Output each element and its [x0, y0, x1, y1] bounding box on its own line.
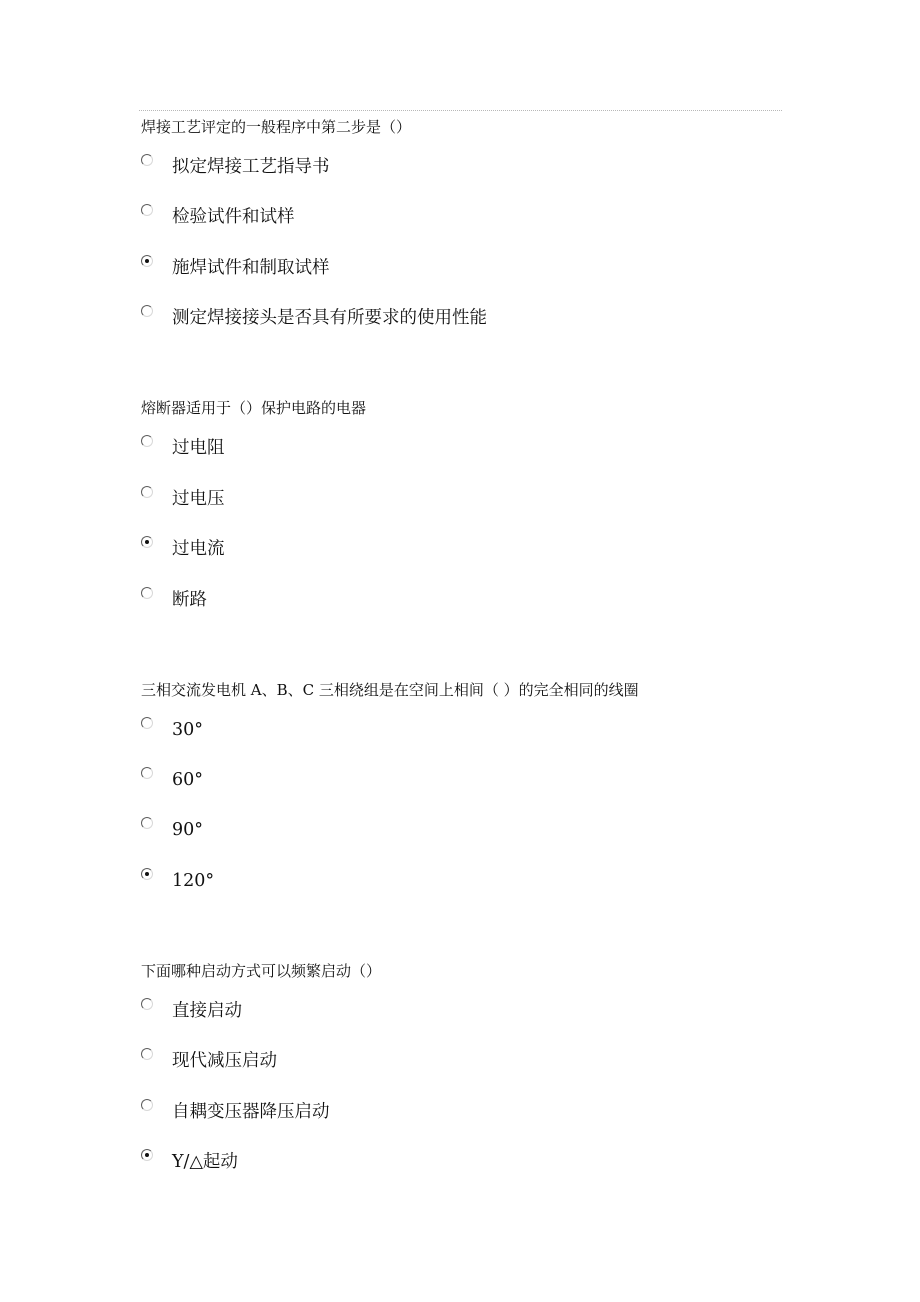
option-label: 120° [172, 871, 215, 891]
radio-button[interactable] [141, 435, 153, 447]
option-label: 施焊试件和制取试样 [172, 258, 330, 278]
option-item[interactable] [0, 1048, 700, 1078]
radio-button[interactable] [141, 1099, 153, 1111]
option-item[interactable] [0, 255, 700, 285]
radio-button[interactable] [141, 154, 153, 166]
radio-button[interactable] [141, 767, 153, 779]
option-label: 过电阻 [172, 438, 225, 458]
question-text: 下面哪种启动方式可以频繁启动（） [141, 962, 382, 980]
option-label: 直接启动 [172, 1001, 242, 1021]
option-item[interactable] [0, 767, 700, 797]
radio-button[interactable] [141, 204, 153, 216]
radio-button[interactable] [141, 717, 153, 729]
radio-button[interactable] [141, 817, 153, 829]
question-text: 焊接工艺评定的一般程序中第二步是（） [141, 118, 412, 136]
option-item[interactable] [0, 717, 700, 747]
option-label: 自耦变压器降压启动 [172, 1102, 330, 1122]
radio-button[interactable] [141, 305, 153, 317]
option-label: 拟定焊接工艺指导书 [172, 157, 330, 177]
question-text: 三相交流发电机 A、B、C 三相绕组是在空间上相间（ ）的完全相同的线圈 [141, 681, 639, 699]
option-item[interactable] [0, 868, 700, 898]
option-label: Y/△起动 [172, 1152, 238, 1172]
radio-button[interactable] [141, 536, 153, 548]
radio-button[interactable] [141, 1048, 153, 1060]
option-item[interactable] [0, 1149, 700, 1179]
option-label: 60° [172, 770, 204, 790]
option-item[interactable] [0, 486, 700, 516]
option-item[interactable] [0, 536, 700, 566]
option-item[interactable] [0, 435, 700, 465]
option-label: 90° [172, 820, 204, 840]
question-text: 熔断器适用于（）保护电路的电器 [141, 399, 367, 417]
option-label: 现代减压启动 [172, 1051, 277, 1071]
radio-button[interactable] [141, 255, 153, 267]
option-label: 过电压 [172, 489, 225, 509]
option-label: 测定焊接接头是否具有所要求的使用性能 [172, 308, 487, 328]
option-label: 过电流 [172, 539, 225, 559]
radio-button[interactable] [141, 587, 153, 599]
radio-button[interactable] [141, 998, 153, 1010]
option-item[interactable] [0, 817, 700, 847]
option-item[interactable] [0, 1099, 700, 1129]
option-item[interactable] [0, 204, 700, 234]
option-item[interactable] [0, 587, 700, 617]
radio-button[interactable] [141, 486, 153, 498]
option-label: 断路 [172, 590, 207, 610]
top-divider [139, 110, 782, 111]
option-item[interactable] [0, 305, 700, 335]
option-item[interactable] [0, 154, 700, 184]
option-item[interactable] [0, 998, 700, 1028]
radio-button[interactable] [141, 1149, 153, 1161]
radio-button[interactable] [141, 868, 153, 880]
option-label: 检验试件和试样 [172, 207, 295, 227]
option-label: 30° [172, 720, 204, 740]
